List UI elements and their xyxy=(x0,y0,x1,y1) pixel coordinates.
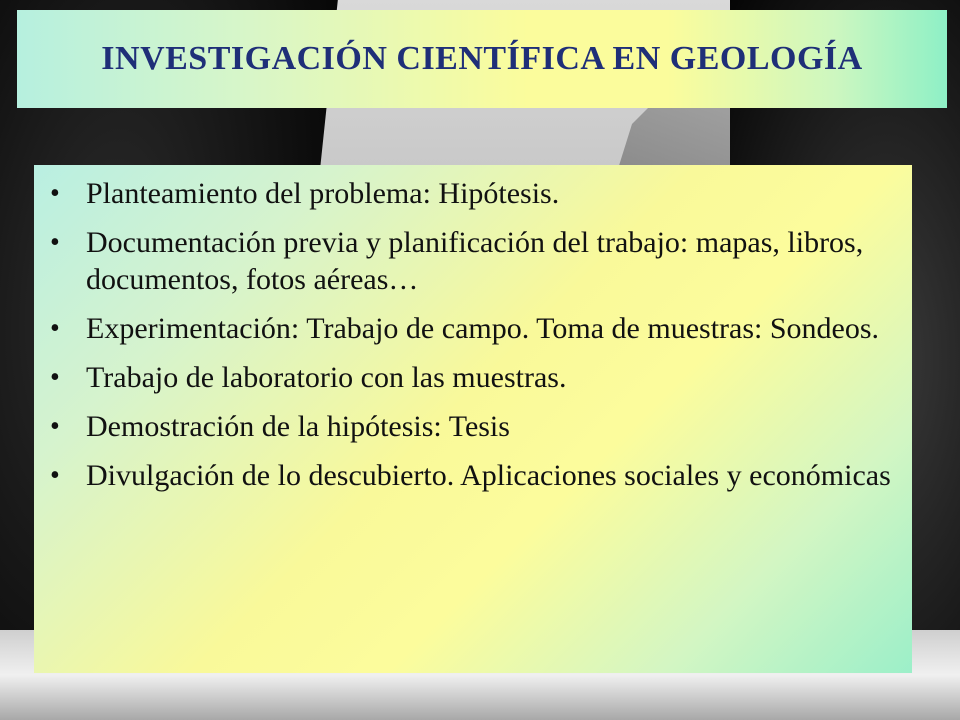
bullet-text: Trabajo de laboratorio con las muestras. xyxy=(86,361,567,394)
bullet-text: Documentación previa y planificación del trabajo: mapas, libros, documentos, fotos aéreas… xyxy=(86,226,864,296)
bullet-text: Planteamiento del problema: Hipótesis. xyxy=(86,177,560,210)
bullet-text: Demostración de la hipótesis: Tesis xyxy=(86,410,510,443)
bullet-item xyxy=(48,408,892,445)
bullet-marker: • xyxy=(50,362,60,393)
slide-title: INVESTIGACIÓN CIENTÍFICA EN GEOLOGÍA xyxy=(101,40,863,77)
bullet-marker: • xyxy=(50,411,60,442)
bullet-marker: • xyxy=(50,178,60,209)
bullet-marker: • xyxy=(50,460,60,491)
bullet-marker: • xyxy=(50,313,60,344)
bullet-text: Divulgación de lo descubierto. Aplicaciones sociales y económicas xyxy=(86,459,891,492)
bullet-item xyxy=(48,457,892,494)
bullet-list xyxy=(48,175,892,494)
bullet-item xyxy=(48,310,892,347)
bullet-text: Experimentación: Trabajo de campo. Toma de muestras: Sondeos. xyxy=(86,312,880,345)
title-box xyxy=(17,10,947,108)
bullet-item xyxy=(48,224,892,298)
bullet-item xyxy=(48,359,892,396)
bullet-marker: • xyxy=(50,227,60,258)
bullet-item xyxy=(48,175,892,212)
content-box xyxy=(34,165,912,673)
